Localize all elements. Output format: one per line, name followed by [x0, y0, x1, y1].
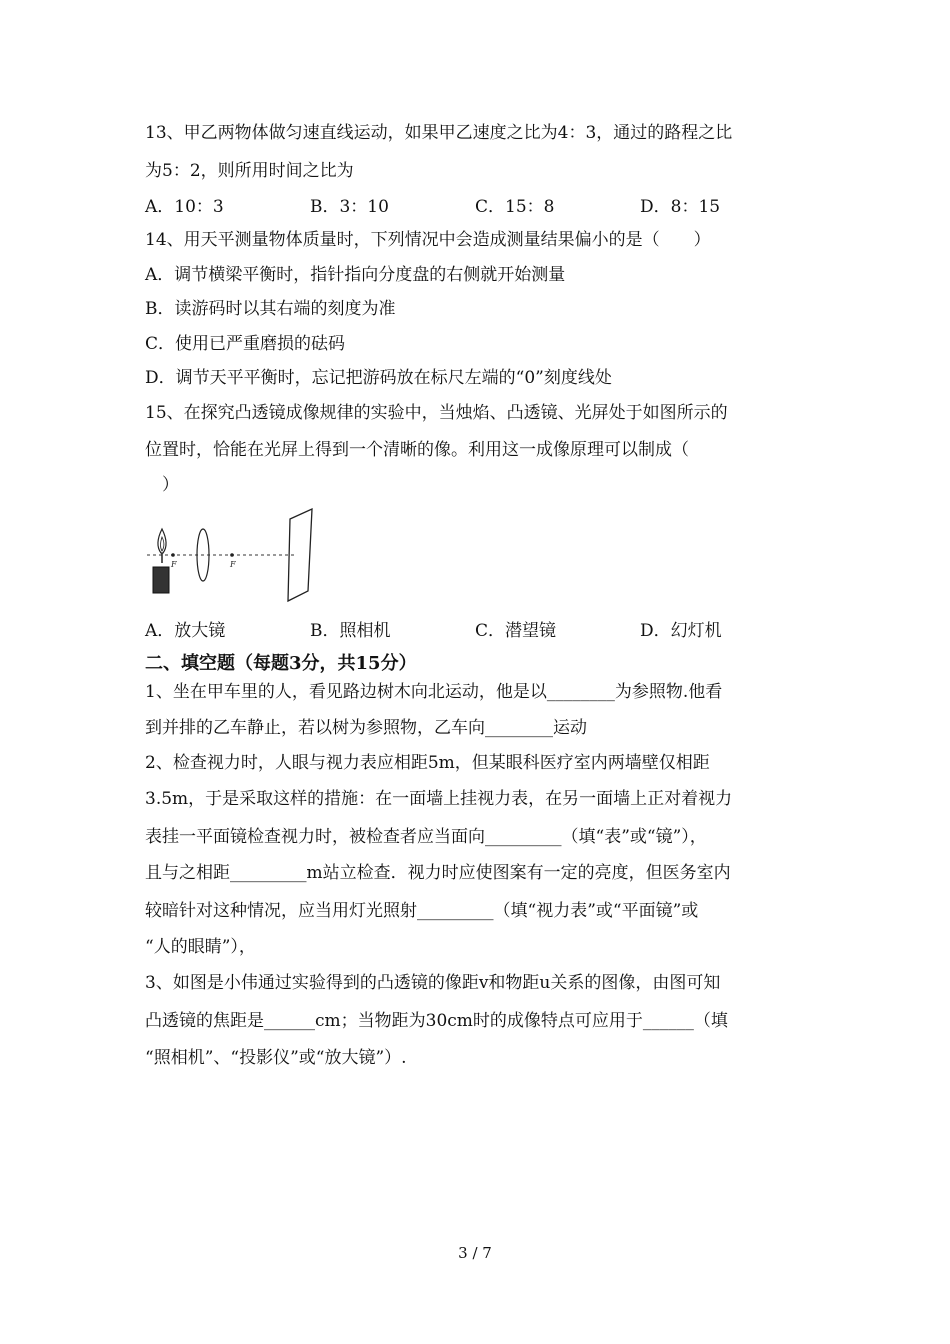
- fill-2-line-4: 且与之相距_________m站立检查．视力时应使图案有一定的亮度，但医务室内: [145, 863, 731, 883]
- question-14-option-c: C．使用已严重磨损的砝码: [145, 334, 346, 354]
- question-14-option-a: A．调节横梁平衡时，指针指向分度盘的右侧就开始测量: [145, 265, 566, 285]
- question-15-option-d: D．幻灯机: [640, 621, 722, 641]
- question-13-line-1: 13、甲乙两物体做匀速直线运动，如果甲乙速度之比为4：3，通过的路程之比: [145, 123, 733, 143]
- fill-1-line-1: 1、坐在甲车里的人，看见路边树木向北运动，他是以________为参照物.他看: [145, 682, 723, 702]
- question-13-option-c: C．15：8: [475, 197, 555, 217]
- question-13-option-d: D．8：15: [640, 197, 721, 217]
- question-15-option-a: A．放大镜: [145, 621, 226, 641]
- fill-1-line-2: 到并排的乙车静止，若以树为参照物，乙车向________运动: [145, 718, 587, 738]
- section-2-title: 二、填空题（每题3分，共15分）: [145, 653, 417, 674]
- fill-2-line-3: 表挂一平面镜检查视力时，被检查者应当面向_________（填“表”或“镜”），: [145, 827, 707, 847]
- question-15-line-3: ）: [162, 475, 179, 495]
- question-15-option-b: B．照相机: [310, 621, 391, 641]
- focal-label-left: F: [171, 560, 177, 569]
- page-number: 3 / 7: [458, 1244, 492, 1262]
- focal-point-right: [230, 553, 234, 557]
- question-13-line-2: 为5：2，则所用时间之比为: [145, 161, 354, 181]
- question-15-line-1: 15、在探究凸透镜成像规律的实验中，当烛焰、凸透镜、光屏处于如图所示的: [145, 403, 728, 423]
- fill-2-line-5: 较暗针对这种情况，应当用灯光照射_________（填“视力表”或“平面镜”或: [145, 901, 699, 921]
- question-14-option-b: B．读游码时以其右端的刻度为准: [145, 299, 396, 319]
- lens-diagram: [145, 505, 325, 605]
- fill-2-line-6: “人的眼睛”），: [145, 937, 256, 957]
- candle-icon: [153, 529, 169, 593]
- question-13-option-a: A．10：3: [145, 197, 224, 217]
- question-13-option-b: B．3：10: [310, 197, 389, 217]
- question-15-line-2: 位置时，恰能在光屏上得到一个清晰的像。利用这一成像原理可以制成（: [145, 440, 689, 460]
- focal-point-left: [171, 553, 175, 557]
- question-14-option-d: D．调节天平平衡时，忘记把游码放在标尺左端的“0”刻度线处: [145, 368, 612, 388]
- question-14-stem: 14、用天平测量物体质量时，下列情况中会造成测量结果偏小的是（ ）: [145, 230, 711, 250]
- fill-2-line-1: 2、检查视力时，人眼与视力表应相距5m，但某眼科医疗室内两墙壁仅相距: [145, 753, 710, 773]
- lens-experiment-figure: [145, 505, 325, 609]
- fill-3-line-2: 凸透镜的焦距是______cm；当物距为30cm时的成像特点可应用于______（填: [145, 1011, 728, 1031]
- focal-label-right: F: [230, 560, 236, 569]
- fill-2-line-2: 3.5m，于是采取这样的措施：在一面墙上挂视力表，在另一面墙上正对着视力: [145, 789, 733, 809]
- question-15-option-c: C．潜望镜: [475, 621, 557, 641]
- fill-3-line-1: 3、如图是小伟通过实验得到的凸透镜的像距v和物距u关系的图像，由图可知: [145, 973, 721, 993]
- fill-3-line-3: “照相机”、“投影仪”或“放大镜”）.: [145, 1048, 407, 1068]
